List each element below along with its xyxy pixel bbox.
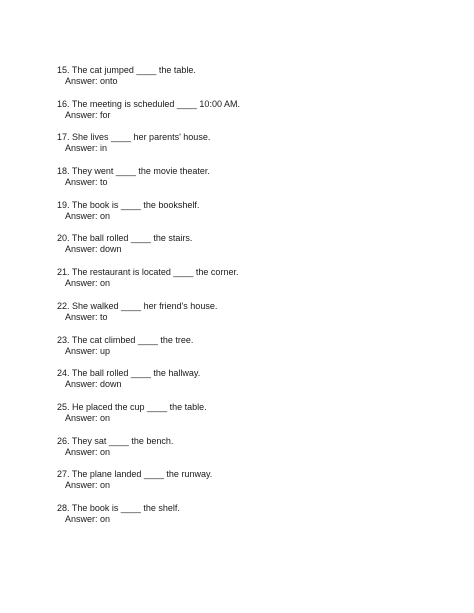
answer-text: Answer: on <box>65 412 111 423</box>
question-text: 15. The cat jumped ____ the table. <box>57 65 196 75</box>
answer-text: Answer: for <box>65 109 111 120</box>
answer-text: Answer: to <box>65 177 108 188</box>
answer-text: Answer: on <box>65 210 111 221</box>
question-text: 21. The restaurant is located ____ the corner. <box>57 267 239 278</box>
answer-text: Answer: on <box>65 480 111 491</box>
question-text: 27. The plane landed ____ the runway. <box>57 469 213 480</box>
question-item <box>57 301 457 335</box>
question-text: 25. He placed the cup ____ the table. <box>57 401 207 412</box>
question-text: 19. The book is ____ the bookshelf. <box>57 199 200 210</box>
question-item <box>57 402 457 436</box>
question-text: 23. The cat climbed ____ the tree. <box>57 334 194 345</box>
question-text: 18. They went ____ the movie theater. <box>57 166 210 177</box>
answer-text: Answer: on <box>65 278 111 289</box>
question-text: 22. She walked ____ her friend's house. <box>57 300 218 311</box>
answer-text: Answer: up <box>65 345 111 356</box>
question-text: 16. The meeting is scheduled ____ 10:00 AM. <box>57 98 240 109</box>
question-item <box>57 132 457 166</box>
question-item <box>57 233 457 267</box>
answer-text: Answer: on <box>65 513 111 524</box>
question-item <box>57 267 457 301</box>
question-item <box>57 335 457 369</box>
question-text: 17. She lives ____ her parents' house. <box>57 132 211 143</box>
question-text: 24. The ball rolled ____ the hallway. <box>57 368 201 379</box>
question-item <box>57 99 457 133</box>
answer-text: Answer: down <box>65 379 122 390</box>
question-item <box>57 166 457 200</box>
question-item <box>57 65 457 99</box>
question-list <box>57 65 457 537</box>
question-text: 26. They sat ____ the bench. <box>57 435 174 446</box>
question-text: 28. The book is ____ the shelf. <box>57 502 180 513</box>
answer-text: Answer: to <box>65 311 108 322</box>
question-text: 20. The ball rolled ____ the stairs. <box>57 233 193 244</box>
answer-text: Answer: on <box>65 446 111 457</box>
answer-text: Answer: down <box>65 244 122 255</box>
question-item <box>57 200 457 234</box>
answer-text: Answer: in <box>65 143 108 154</box>
question-item <box>57 368 457 402</box>
answer-text: Answer: onto <box>65 76 118 86</box>
question-item <box>57 469 457 503</box>
question-item <box>57 503 457 537</box>
question-item <box>57 436 457 470</box>
